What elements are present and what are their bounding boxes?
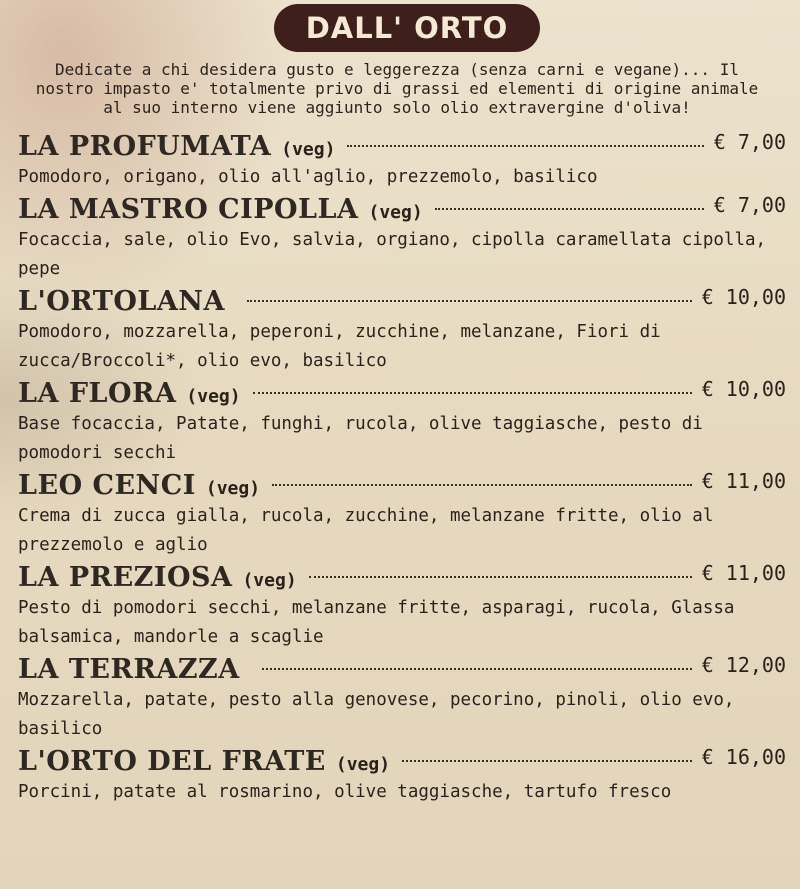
dot-leader: [402, 760, 692, 762]
dot-leader: [347, 145, 703, 147]
menu-item-header: [18, 131, 786, 163]
menu-item-description: Crema di zucca gialla, rucola, zucchine, melanzane fritte, olio al prezzemolo e aglio: [18, 506, 714, 555]
menu-item-name: LA PREZIOSA: [18, 562, 233, 593]
dot-leader: [262, 668, 692, 670]
menu-item-description: Mozzarella, patate, pesto alla genovese, pecorino, pinoli, olio evo, basilico: [18, 690, 735, 739]
title-wrap: [18, 0, 786, 52]
menu-item: [18, 286, 786, 376]
menu-item-header: [18, 286, 786, 318]
menu-item: [18, 131, 786, 192]
menu-item-name: LA MASTRO CIPOLLA: [18, 194, 359, 225]
menu-item: [18, 746, 786, 807]
menu-item-tag: (veg): [205, 478, 261, 499]
menu-item-description: Base focaccia, Patate, funghi, rucola, olive taggiasche, pesto di pomodori secchi: [18, 414, 703, 463]
menu-item-header: [18, 746, 786, 778]
dot-leader: [435, 208, 704, 210]
menu-item-header: [18, 470, 786, 502]
menu-item-name: L'ORTO DEL FRATE: [18, 746, 326, 777]
menu-item-name: LA FLORA: [18, 378, 177, 409]
menu-item-price: € 7,00: [713, 130, 786, 154]
menu-item-name: L'ORTOLANA: [18, 286, 225, 317]
menu-item-price: € 7,00: [713, 193, 786, 217]
section-intro: Dedicate a chi desidera gusto e leggerezza (senza carni e vegane)... Il nostro impasto e' totalmente privo di grassi ed elementi di origine animale al suo interno viene aggiunto solo olio extravergine d'oliva!: [35, 60, 759, 117]
menu-item: [18, 194, 786, 284]
menu-item-description: Porcini, patate al rosmarino, olive taggiasche, tartufo fresco: [18, 782, 672, 802]
menu-item-tag: (veg): [281, 139, 336, 160]
menu-item-price: € 10,00: [701, 377, 786, 401]
menu-item-price: € 10,00: [701, 285, 786, 309]
menu-item-description: Focaccia, sale, olio Evo, salvia, orgiano, cipolla caramellata cipolla, pepe: [18, 230, 767, 279]
menu-item-tag: (veg): [186, 386, 241, 407]
menu-item-description: Pesto di pomodori secchi, melanzane fritte, asparagi, rucola, Glassa balsamica, mandorle a scaglie: [18, 598, 735, 647]
dot-leader: [309, 576, 692, 578]
menu-item-name: LEO CENCI: [18, 470, 196, 501]
section-title: DALL' ORTO: [274, 4, 541, 52]
menu-item-description: Pomodoro, origano, olio all'aglio, prezzemolo, basilico: [18, 167, 598, 187]
menu-item-name: LA TERRAZZA: [18, 654, 240, 685]
menu-item-tag: (veg): [335, 754, 391, 775]
menu-item-price: € 16,00: [701, 745, 786, 769]
menu-item-name: LA PROFUMATA: [18, 131, 272, 162]
menu-item-header: [18, 654, 786, 686]
menu-item-price: € 11,00: [701, 469, 786, 493]
menu-item-tag: (veg): [368, 202, 423, 223]
menu-item-header: [18, 562, 786, 594]
menu-item: [18, 470, 786, 560]
dot-leader: [253, 392, 692, 394]
menu-item-description: Pomodoro, mozzarella, peperoni, zucchine, melanzane, Fiori di zucca/Broccoli*, olio evo, basilico: [18, 322, 661, 371]
menu-item: [18, 562, 786, 652]
menu-item: [18, 378, 786, 468]
menu-item-header: [18, 194, 786, 226]
menu-item-price: € 12,00: [701, 653, 786, 677]
menu-item-tag: (veg): [242, 570, 297, 591]
menu-item-header: [18, 378, 786, 410]
dot-leader: [247, 300, 692, 302]
dot-leader: [272, 484, 692, 486]
menu-item: [18, 654, 786, 744]
menu-item-price: € 11,00: [701, 561, 786, 585]
